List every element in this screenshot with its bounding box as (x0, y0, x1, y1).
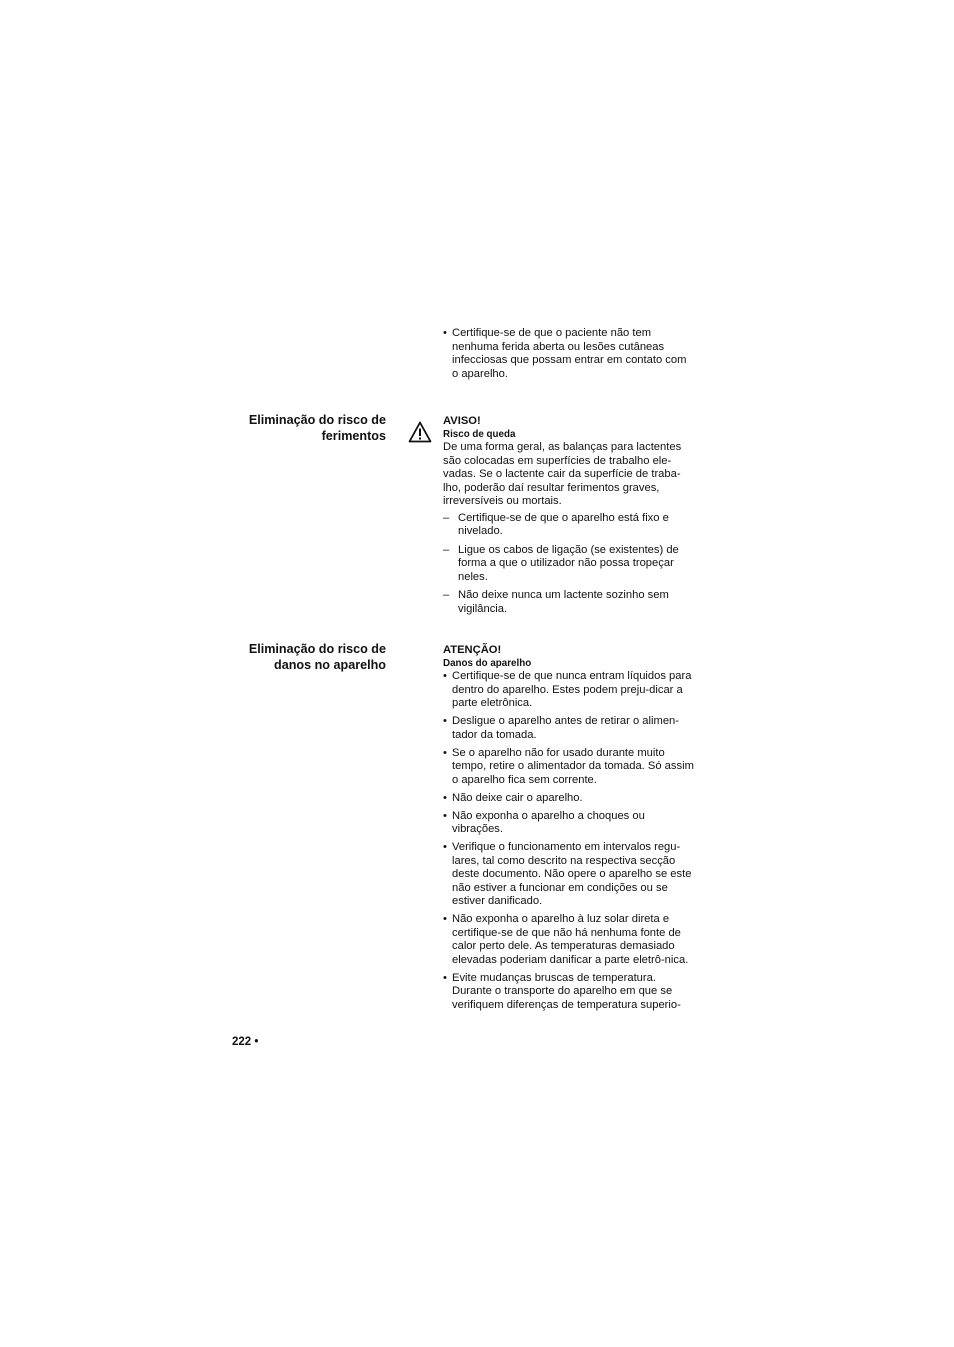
section-title-line: danos no aparelho (274, 658, 386, 672)
page-number: 222 • (232, 1036, 259, 1048)
injury-dash-list (443, 512, 695, 617)
list-item: • Não deixe cair o aparelho. (443, 792, 695, 806)
list-item: – Ligue os cabos de ligação (se existentes) de forma a que o utilizador não possa tropeçar neles. (443, 544, 695, 585)
list-item: • Evite mudanças bruscas de temperatura. Durante o transporte do aparelho em que se verifiquem diferenças de temperatura superio- (443, 972, 695, 1013)
intro-block (443, 327, 688, 386)
list-item: • Se o aparelho não for usado durante muito tempo, retire o alimentador da tomada. Só assim o aparelho fica sem corrente. (443, 747, 695, 788)
section-title-injury (226, 412, 386, 444)
warning-triangle-icon (408, 421, 432, 443)
list-item: • Não exponha o aparelho à luz solar direta e certifique-se de que não há nenhuma fonte de calor perto dele. As temperaturas demasiado elevadas poderiam danificar a parte eletrô-nica. (443, 913, 695, 967)
damage-content (443, 643, 695, 1017)
section-title-damage (226, 641, 386, 673)
section-title-line: Eliminação do risco de (248, 642, 386, 656)
section-title-line: ferimentos (321, 429, 386, 443)
warning-label: AVISO! (443, 415, 481, 427)
caution-label: ATENÇÃO! (443, 644, 502, 656)
list-item: • Desligue o aparelho antes de retirar o alimen-tador da tomada. (443, 715, 695, 742)
section-title-line: Eliminação do risco de (248, 413, 386, 427)
list-item: • Verifique o funcionamento em intervalos regu-lares, tal como descrito na respectiva secção deste documento. Não opere o aparelho se este não estiver a funcionar em condições ou se estiver danificado. (443, 841, 695, 909)
warning-paragraph: De uma forma geral, as balanças para lactentes são colocadas em superfícies de trabalho ele-vadas. Se o lactente cair da superfície de traba-lho, poderão daí resultar ferimentos graves, irreversíveis ou mortais. (443, 441, 682, 507)
intro-bullet-list (443, 327, 688, 381)
list-item: • Certifique-se de que nunca entram líquidos para dentro do aparelho. Estes podem preju-dicar a parte eletrônica. (443, 670, 695, 711)
warning-subtitle: Risco de queda (443, 429, 516, 440)
list-item: – Não deixe nunca um lactente sozinho sem vigilância. (443, 589, 695, 616)
list-item: – Certifique-se de que o aparelho está fixo e nivelado. (443, 512, 695, 539)
damage-bullet-list (443, 670, 695, 1012)
list-item: • Certifique-se de que o paciente não tem nenhuma ferida aberta ou lesões cutâneas infecciosas que possam entrar em contato com o aparelho. (443, 327, 688, 381)
injury-content (443, 414, 695, 621)
list-item: • Não exponha o aparelho a choques ou vibrações. (443, 810, 695, 837)
caution-subtitle: Danos do aparelho (443, 658, 532, 669)
